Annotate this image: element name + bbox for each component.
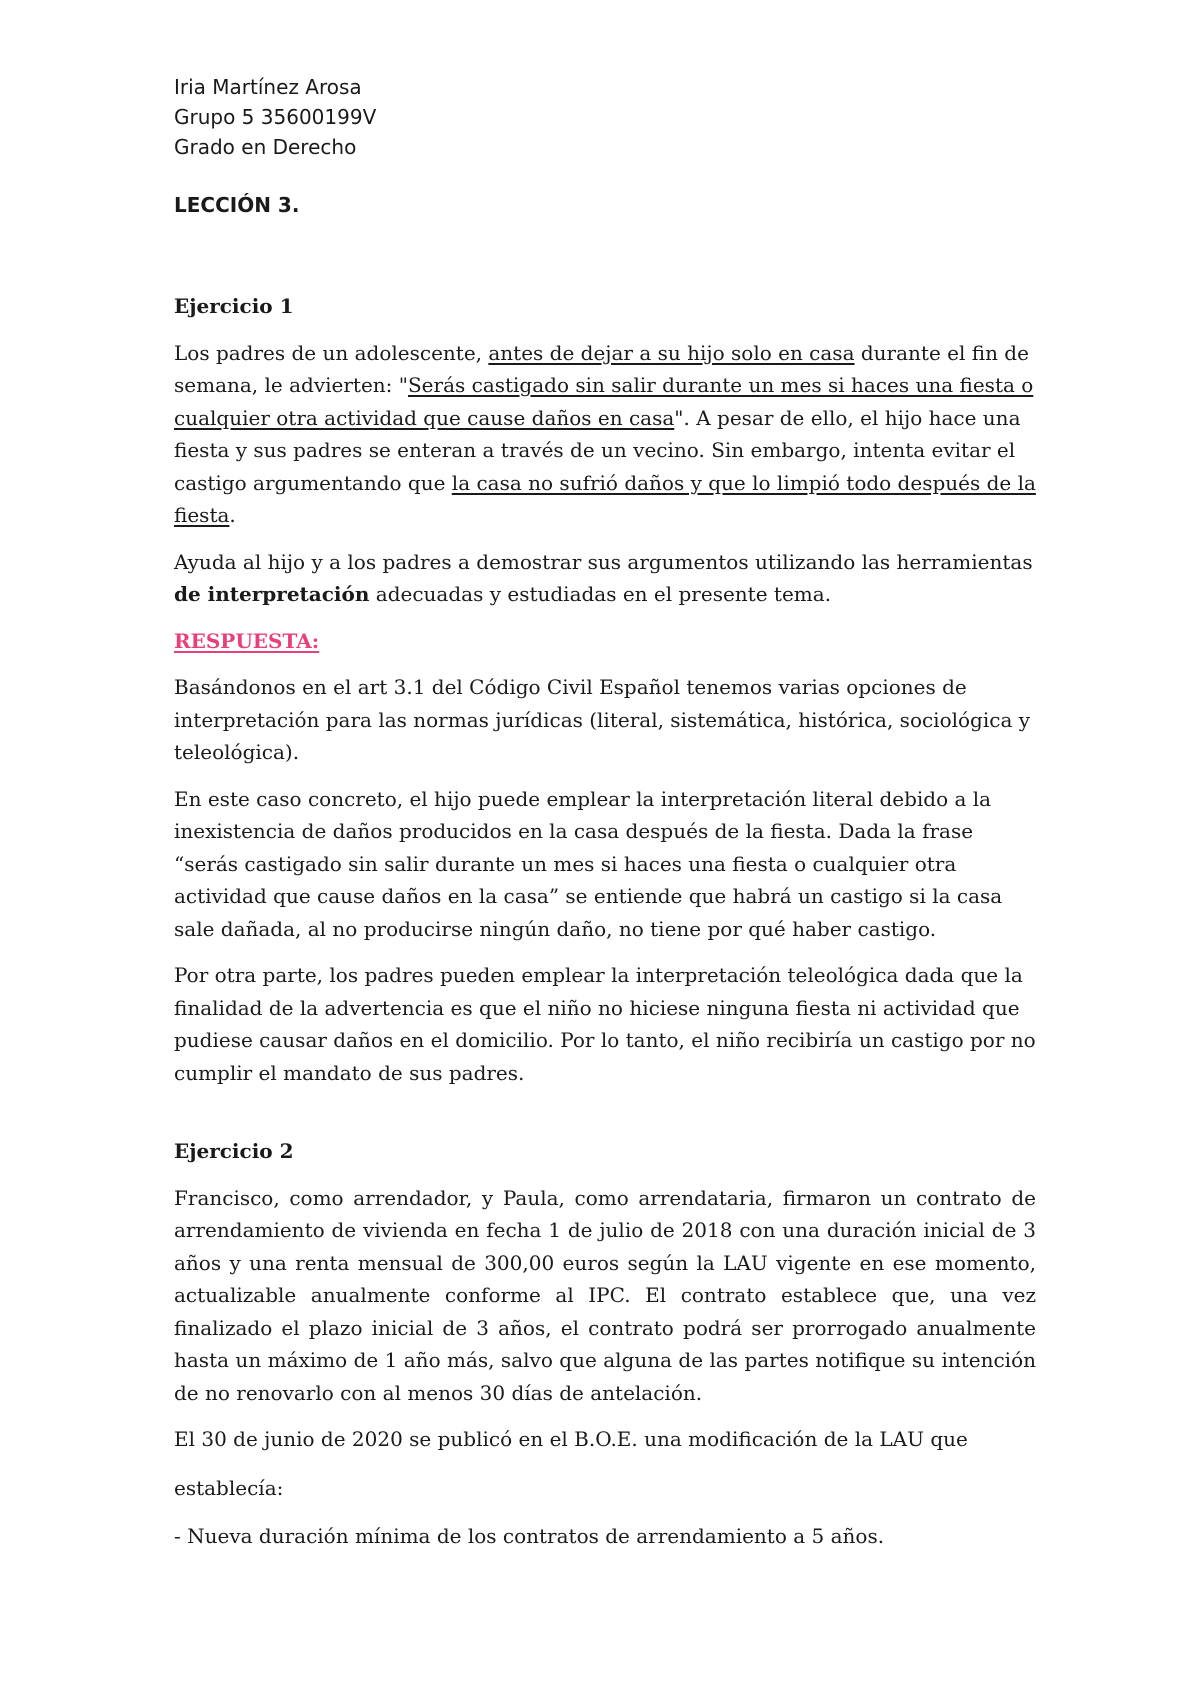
answer-label: RESPUESTA: xyxy=(174,628,320,653)
statement-text-4: . xyxy=(229,503,236,527)
author-degree: Grado en Derecho xyxy=(174,135,357,159)
lesson-title: LECCIÓN 3. xyxy=(174,193,300,217)
exercise2-modification: El 30 de junio de 2020 se publicó en el B.O.E. una modificación de la LAU que xyxy=(174,1427,968,1451)
exercise2-title: Ejercicio 2 xyxy=(174,1139,294,1163)
exercise2-section xyxy=(174,1135,1036,1553)
statement-text-3: ". A pesar de ello, el hijo hace una fiesta y sus padres se enteran a través de un vecino. Sin embargo, intenta evitar el castigo argumentando que xyxy=(174,405,1021,495)
author-group: Grupo 5 35600199V xyxy=(174,105,377,129)
task-bold: de interpretación xyxy=(174,582,370,606)
exercise1-title: Ejercicio 1 xyxy=(174,294,294,318)
exercise2-statement: Francisco, como arrendador, y Paula, como arrendataria, firmaron un contrato de arrendamiento de vivienda en fecha 1 de julio de 2018 con una duración inicial de 3 años y una renta mensual de 300,00 euros según la LAU vigente en ese momento, actualizable anualmente conforme al IPC. El contrato establece que, una vez finalizado el plazo inicial de 3 años, el contrato podrá ser prorrogado anualmente hasta un máximo de 1 año más, salvo que alguna de las partes notifique su intención de no renovarlo con al menos 30 días de antelación. xyxy=(174,1185,1036,1405)
exercise1-task xyxy=(174,546,1036,611)
author-header xyxy=(174,72,376,162)
statement-text-1: Los padres de un adolescente, xyxy=(174,340,489,365)
answer-label-row xyxy=(174,625,1036,658)
task-text-2: adecuadas y estudiadas en el presente tema. xyxy=(369,582,832,606)
statement-text-2: durante el fin de semana, le advierten: " xyxy=(174,340,1029,397)
exercise1-section xyxy=(174,290,1036,1089)
exercise1-statement xyxy=(174,337,1036,532)
exercise2-bullet-1: - Nueva duración mínima de los contratos de arrendamiento a 5 años. xyxy=(174,1524,885,1548)
answer-paragraph-2: En este caso concreto, el hijo puede emplear la interpretación literal debido a la inexistencia de daños producidos en la casa después de la fiesta. Dada la frase “serás castigado sin salir durante un mes si haces una fiesta o cualquier otra actividad que cause daños en la casa” se entiende que habrá un castigo si la casa sale dañada, al no producirse ningún daño, no tiene por qué haber castigo. xyxy=(174,786,1003,941)
statement-underline-1: antes de dejar a su hijo solo en casa xyxy=(488,340,855,365)
statement-underline-3: la casa no sufrió daños y que lo limpió todo después de la fiesta xyxy=(174,470,1036,527)
answer-paragraph-1: Basándonos en el art 3.1 del Código Civil Español tenemos varias opciones de interpretación para las normas jurídicas (literal, sistemática, histórica, sociológica y teleológica). xyxy=(174,675,1031,764)
author-name: Iria Martínez Arosa xyxy=(174,75,362,99)
task-text-1: Ayuda al hijo y a los padres a demostrar sus argumentos utilizando las herramientas xyxy=(174,549,1033,574)
statement-underline-2: Serás castigado sin salir durante un mes si haces una fiesta o cualquier otra actividad que cause daños en casa xyxy=(174,373,1034,430)
answer-paragraph-3: Por otra parte, los padres pueden emplear la interpretación teleológica dada que la finalidad de la advertencia es que el niño no hiciese ninguna fiesta ni actividad que pudiese causar daños en el domicilio. Por lo tanto, el niño recibiría un castigo por no cumplir el mandato de sus padres. xyxy=(174,963,1036,1085)
exercise2-established: establecía: xyxy=(174,1475,284,1500)
